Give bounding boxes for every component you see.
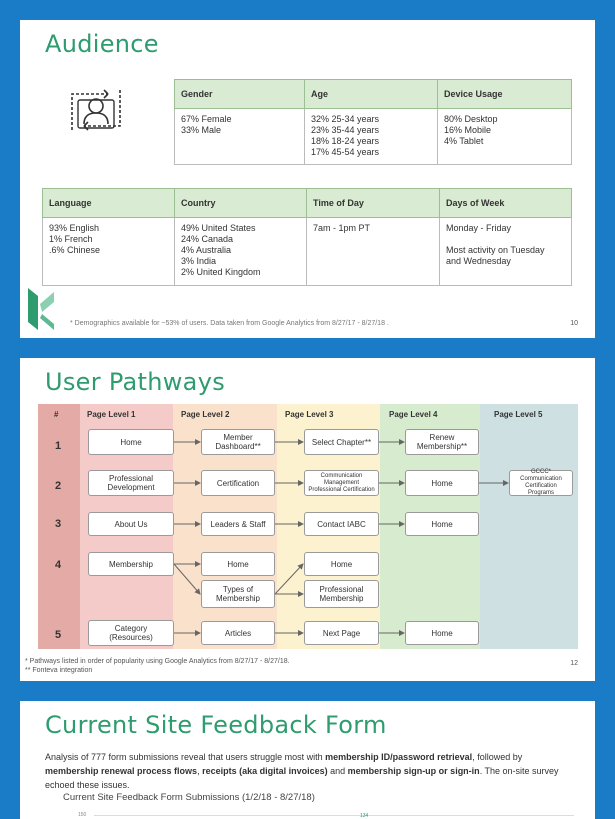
pathway-node	[88, 470, 174, 496]
row-number: 5	[54, 629, 62, 641]
cell-line: 16% Mobile	[444, 125, 492, 135]
cell-line: 17% 45-54 years	[311, 147, 380, 157]
node-label: (Resources)	[109, 633, 153, 642]
node-label: Certification Programs	[525, 483, 557, 496]
cell-line: 4% Tablet	[444, 136, 484, 146]
pathway-node	[405, 429, 479, 455]
node-label: Communication	[320, 472, 363, 479]
node-label: Certification	[216, 478, 260, 488]
node-label: Next Page	[322, 628, 361, 638]
node-label: Home	[431, 519, 453, 529]
node-label: Membership**	[416, 442, 468, 451]
row-number: 3	[54, 518, 62, 530]
header-number: #	[54, 410, 59, 419]
node-label: Home	[431, 628, 453, 638]
pathway-node	[405, 512, 479, 536]
cell-time-of-day	[307, 218, 440, 286]
header-level-4: Page Level 4	[389, 410, 438, 419]
pathway-node	[304, 470, 379, 496]
node-label: Management	[323, 479, 360, 486]
node-label: Membership	[215, 594, 260, 603]
node-label: Professional	[319, 585, 364, 594]
desc-text: ,	[197, 766, 203, 776]
cell-line: 18% 18-24 years	[311, 136, 380, 146]
desc-text: and	[327, 766, 348, 776]
slide-title: Audience	[45, 30, 159, 58]
header-age: Age	[305, 80, 438, 109]
header-level-5: Page Level 5	[494, 410, 543, 419]
header-country: Country	[175, 189, 307, 218]
desc-emphasis: membership ID/password retrieval	[325, 752, 473, 762]
row-number: 2	[54, 480, 62, 492]
pathway-grid	[38, 404, 578, 649]
cell-line: 2% United Kingdom	[181, 267, 261, 277]
header-level-2: Page Level 2	[181, 410, 230, 419]
cell-line: 23% 35-44 years	[311, 125, 380, 135]
node-label: Member	[223, 433, 253, 442]
node-label: Membership	[319, 594, 364, 603]
row-number: 4	[54, 559, 62, 571]
cell-country	[175, 218, 307, 286]
header-level-1: Page Level 1	[87, 410, 136, 419]
node-label: Communication	[520, 476, 562, 482]
node-label: Select Chapter**	[311, 437, 372, 447]
desc-text: . The on-site survey echoed these issues.	[45, 766, 559, 790]
header-gender: Gender	[175, 80, 305, 109]
node-label: Professional	[108, 474, 154, 483]
brand-logo	[28, 288, 54, 330]
node-label: Dashboard**	[215, 442, 261, 451]
pathway-node	[201, 621, 275, 645]
header-language: Language	[43, 189, 175, 218]
pathway-node	[88, 620, 174, 646]
persona-refresh-icon	[64, 78, 128, 142]
node-label: Home	[120, 437, 142, 447]
cell-line: 80% Desktop	[444, 114, 498, 124]
pathway-node	[509, 470, 573, 496]
cell-line: 93% English	[49, 223, 100, 233]
node-label: Leaders & Staff	[210, 519, 266, 529]
desc-text: , followed by	[472, 752, 523, 762]
chart-gridline	[94, 815, 574, 816]
cell-line: Most activity on Tuesday	[446, 245, 545, 255]
node-label: About Us	[114, 519, 148, 529]
page-number: 10	[570, 320, 578, 327]
cell-line: 24% Canada	[181, 234, 234, 244]
pathway-node	[304, 552, 379, 576]
cell-line: 67% Female	[181, 114, 232, 124]
cell-gender	[175, 109, 305, 165]
cell-line: Monday - Friday	[446, 223, 512, 233]
desc-emphasis: receipts (aka digital invoices)	[202, 766, 328, 776]
header-time-of-day: Time of Day	[307, 189, 440, 218]
pathway-node	[88, 552, 174, 576]
node-label: Renew	[429, 433, 455, 442]
data-label: 134	[360, 813, 369, 819]
pathway-node	[201, 552, 275, 576]
desc-text: Analysis of 777 form submissions reveal that users struggle most with	[45, 752, 326, 762]
footnote: * Demographics available for ~53% of users. Data taken from Google Analytics from 8/27/17 - 8/27/18 .	[70, 320, 389, 327]
pathway-node	[201, 470, 275, 496]
pathway-node	[88, 429, 174, 455]
node-label: Professional Certification	[308, 486, 375, 493]
pathway-node	[304, 621, 379, 645]
slide-description	[45, 750, 575, 792]
cell-spacer	[446, 234, 565, 245]
node-label: Development	[107, 483, 155, 492]
footnote: * Pathways listed in order of popularity using Google Analytics from 8/27/17 - 8/27/18.	[25, 658, 290, 665]
header-days-of-week: Days of Week	[440, 189, 572, 218]
node-label: GCCC*	[530, 469, 551, 475]
cell-device-usage	[438, 109, 572, 165]
node-label: Home	[227, 559, 249, 569]
cell-line: .6% Chinese	[49, 245, 101, 255]
cell-line: and Wednesday	[446, 256, 511, 266]
cell-line: 32% 25-34 years	[311, 114, 380, 124]
pathway-node	[304, 580, 379, 608]
audience-slide	[20, 20, 595, 338]
pathway-node	[405, 470, 479, 496]
pathway-node	[201, 429, 275, 455]
desc-emphasis: membership sign-up or sign-in	[347, 766, 480, 776]
cell-line: 1% French	[49, 234, 93, 244]
chart-title: Current Site Feedback Form Submissions (1/2/18 - 8/27/18)	[63, 792, 315, 803]
node-label: Category	[114, 624, 148, 633]
header-device-usage: Device Usage	[438, 80, 572, 109]
desc-emphasis: membership renewal process flows	[45, 766, 198, 776]
user-pathways-slide	[20, 358, 595, 681]
node-label: Contact IABC	[317, 519, 366, 529]
cell-line: 49% United States	[181, 223, 256, 233]
slide-title: Current Site Feedback Form	[45, 711, 387, 739]
node-label: Types of	[222, 585, 254, 594]
cell-line: 4% Australia	[181, 245, 232, 255]
feedback-form-slide	[20, 701, 595, 819]
pathway-node	[304, 512, 379, 536]
cell-days-of-week	[440, 218, 572, 286]
header-level-3: Page Level 3	[285, 410, 334, 419]
node-label: Home	[431, 478, 453, 488]
cell-age	[305, 109, 438, 165]
node-label: Home	[330, 559, 353, 569]
demographics-table	[174, 79, 572, 165]
cell-line: 3% India	[181, 256, 217, 266]
pathway-node	[304, 429, 379, 455]
pathway-node	[88, 512, 174, 536]
y-tick-label: 150	[78, 812, 87, 818]
pathway-node	[201, 512, 275, 536]
cell-language	[43, 218, 175, 286]
node-label: Articles	[224, 628, 252, 638]
slide-title: User Pathways	[45, 368, 225, 396]
footnote: ** Fonteva integration	[25, 667, 93, 674]
cell-line: 7am - 1pm PT	[313, 223, 371, 233]
row-number: 1	[54, 440, 62, 452]
pathway-node	[405, 621, 479, 645]
cell-line: 33% Male	[181, 125, 222, 135]
pathway-node	[201, 580, 275, 608]
node-label: Membership	[108, 559, 153, 569]
page-number: 12	[570, 660, 578, 667]
usage-table	[42, 188, 572, 286]
